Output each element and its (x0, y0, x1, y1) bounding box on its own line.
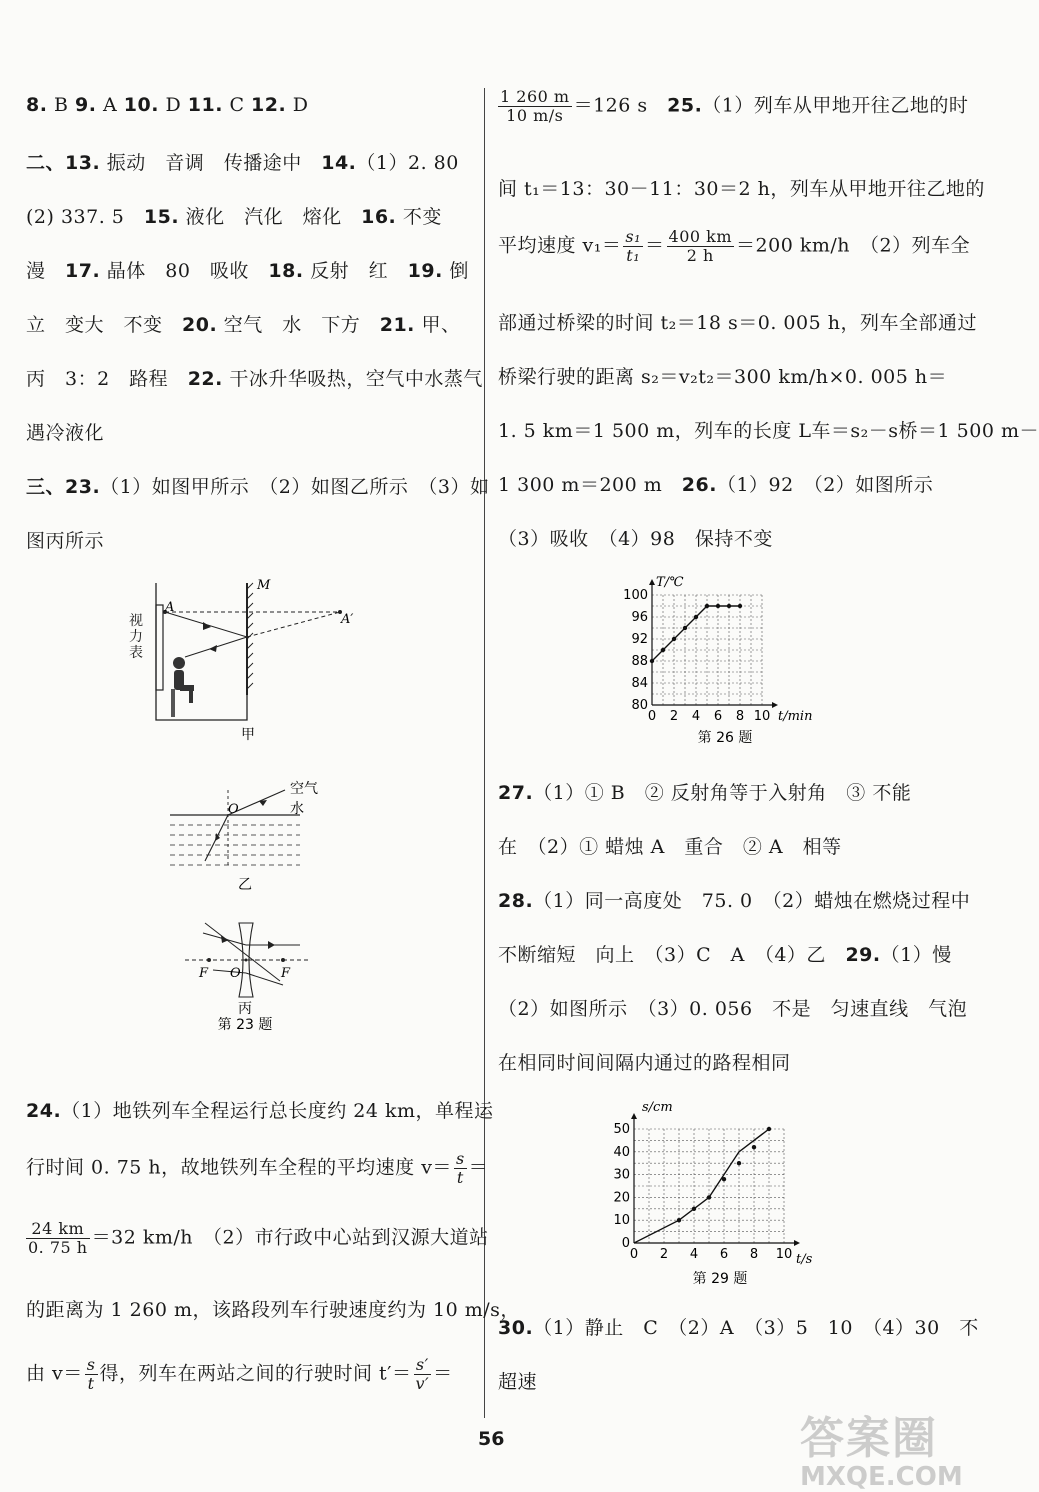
svg-text:丙: 丙 (238, 1001, 252, 1017)
svg-text:A: A (165, 600, 175, 615)
answer-26: 1 300 m＝200 m 26.（1）92 （2）如图所示 (498, 474, 934, 496)
answer-25: $\frac{1 260 m}{10 m/s}$ ＝126 s 25.（1）列车从甲地开往乙地的时 (500, 87, 969, 125)
answer-30: 30.（1）静止 C （2）A （3）5 10 （4）30 不 (498, 1317, 979, 1339)
answer-24: 24.（1）地铁列车全程运行总长度约 24 km，单程运 (26, 1100, 494, 1122)
data-point (677, 1218, 681, 1222)
data-point (672, 637, 676, 641)
answers-20-21: 立 变大 不变 20. 空气 水 下方 21. 甲、 (26, 314, 461, 336)
svg-text:空气: 空气 (290, 781, 318, 797)
answer-29-line3: 在相同时间间隔内通过的路程相同 (498, 1052, 791, 1074)
answer-26-line2: （3）吸收 （4）98 保持不变 (498, 528, 773, 550)
answer-28-line2: 不断缩短 向上 （3）C A （4）乙 29.（1）慢 (498, 944, 952, 966)
data-point (705, 604, 709, 608)
chart-26 (620, 572, 830, 752)
chart-29-xlabel: t/s (796, 1252, 813, 1267)
x-tick-label: 0 (647, 709, 657, 724)
y-tick-label: 96 (631, 610, 648, 625)
watermark (800, 1402, 963, 1492)
eye-chart-label: 视力表 (129, 613, 143, 661)
data-point (738, 604, 742, 608)
answers-22: 丙 3：2 路程 22. 干冰升华吸热，空气中水蒸气 (26, 368, 483, 390)
chart-26-axes (649, 579, 778, 708)
answer-29-line2: （2）如图所示 （3）0. 056 不是 匀速直线 气泡 (498, 998, 968, 1020)
x-axis-arrow (794, 1240, 800, 1246)
answer-27-line2: 在 （2）① 蜡烛 A 重合 ② A 相等 (498, 836, 842, 858)
answer-25-line2: 间 t₁＝13：30－11：30＝2 h，列车从甲地开往乙地的 (498, 178, 985, 200)
answer-24-line3: $\frac{24 km}{0. 75 h}$ ＝32 km/h （2）市行政中心站到汉源大道站 (28, 1219, 489, 1257)
data-point (767, 1127, 771, 1131)
chart-26-grid (652, 595, 762, 705)
x-tick-label: 6 (713, 709, 723, 724)
x-tick-label: 2 (659, 1247, 669, 1262)
x-tick-label: 10 (753, 709, 771, 724)
svg-text:F: F (199, 966, 209, 981)
chart-29-ylabel: s/cm (642, 1100, 673, 1115)
svg-text:A′: A′ (341, 612, 354, 627)
answer-24-line2: 行时间 0. 75 h，故地铁列车全程的平均速度 v＝ $\frac{s}{t}$ ＝ (26, 1149, 489, 1187)
answer-28: 28.（1）同一高度处 75. 0 （2）蜡烛在燃烧过程中 (498, 890, 971, 912)
figure-23-yi (170, 780, 318, 893)
y-tick-label: 0 (621, 1236, 630, 1251)
svg-text:O: O (228, 802, 239, 817)
svg-text:甲: 甲 (241, 727, 255, 743)
column-divider (484, 88, 485, 1418)
x-axis-arrow (772, 702, 778, 708)
data-point (683, 626, 687, 630)
svg-text:O: O (230, 966, 241, 981)
data-point (707, 1195, 711, 1199)
chart-29-caption: 第 29 题 (692, 1271, 748, 1287)
svg-text:F: F (281, 966, 291, 981)
x-tick-label: 0 (629, 1247, 639, 1262)
figure-23-bing (185, 923, 310, 1033)
chart-29 (610, 1095, 830, 1295)
chart-29-axes (631, 1113, 800, 1246)
data-point (737, 1161, 741, 1165)
chart-26-ylabel: T/℃ (656, 575, 684, 590)
eye-chart-board (156, 605, 163, 690)
answers-8-12: 8. B 9. A 10. D 11. C 12. D (26, 94, 309, 116)
y-tick-label: 20 (613, 1190, 630, 1206)
watermark-logo: 答案圈 (800, 1413, 938, 1464)
y-axis-arrow (649, 579, 655, 585)
answer-25-line5: 桥梁行驶的距离 s₂＝v₂t₂＝300 km/h×0. 005 h＝ (498, 366, 948, 388)
answer-25-line4: 部通过桥梁的时间 t₂＝18 s＝0. 005 h，列车全部通过 (498, 312, 977, 334)
answer-24-line5: 由 v＝ $\frac{s}{t}$ 得，列车在两站之间的行驶时间 t′＝ $\frac{s'}{v'}$ ＝ (26, 1355, 453, 1393)
page-number: 56 (478, 1428, 505, 1450)
answer-30-line2: 超速 (498, 1371, 538, 1393)
answer-25-line3: 平均速度 v₁＝ $\frac{\text{s₁}}{\text{t₁}}$ ＝ $\frac{400 km}{2 h}$ ＝200 km/h （2）列车全 (498, 227, 971, 265)
x-tick-label: 10 (775, 1247, 793, 1262)
chart-29-grid (634, 1129, 784, 1243)
y-tick-label: 100 (623, 588, 648, 603)
chart-26-tick-labels (623, 588, 770, 724)
answer-25-line6: 1. 5 km＝1 500 m，列车的长度 L车＝s₂－s桥＝1 500 m－ (498, 420, 1039, 442)
answer-23-cont: 图丙所示 (26, 530, 105, 552)
watermark-url: MXQE.COM (800, 1462, 963, 1492)
answer-24-line4: 的距离为 1 260 m，该路段列车行驶速度约为 10 m/s， (26, 1299, 520, 1321)
chart-29-tick-labels (613, 1122, 792, 1262)
x-tick-label: 8 (735, 709, 745, 724)
chart-29-series (634, 1127, 771, 1243)
data-point (727, 604, 731, 608)
answer-27: 27.（1）① B ② 反射角等于入射角 ③ 不能 (498, 782, 912, 804)
y-tick-label: 88 (631, 654, 648, 669)
answers-15-16: (2) 337. 5 15. 液化 汽化 熔化 16. 不变 (26, 206, 442, 228)
y-tick-label: 80 (631, 698, 648, 713)
data-point (661, 648, 665, 652)
data-point (650, 659, 654, 663)
x-tick-label: 8 (749, 1247, 759, 1262)
svg-text:M: M (257, 578, 271, 593)
y-axis-arrow (631, 1113, 637, 1119)
figure-23-caption: 第 23 题 (217, 1017, 273, 1033)
answers-13-14: 二、13. 振动 音调 传播途中 14.（1）2. 80 (26, 152, 459, 174)
answers-17-19: 漫 17. 晶体 80 吸收 18. 反射 红 19. 倒 (26, 260, 469, 282)
answer-22-cont: 遇冷液化 (26, 422, 105, 444)
x-tick-label: 6 (719, 1247, 729, 1262)
y-tick-label: 30 (613, 1167, 630, 1183)
svg-text:水: 水 (290, 801, 304, 817)
data-point (722, 1177, 726, 1181)
data-point (692, 1207, 696, 1211)
y-tick-label: 40 (613, 1144, 630, 1160)
figure-23-jia (129, 578, 353, 743)
x-tick-label: 2 (669, 709, 679, 724)
x-tick-label: 4 (691, 709, 701, 724)
y-tick-label: 10 (613, 1213, 630, 1229)
data-point (752, 1145, 756, 1149)
x-tick-label: 4 (689, 1247, 699, 1262)
data-point (716, 604, 720, 608)
figure-23 (125, 575, 385, 1033)
data-point (694, 615, 698, 619)
chart-26-caption: 第 26 题 (697, 730, 753, 746)
y-tick-label: 50 (613, 1122, 630, 1137)
chart-26-xlabel: t/min (778, 709, 813, 724)
seated-person (171, 657, 194, 717)
answer-23: 三、23.（1）如图甲所示 （2）如图乙所示 （3）如 (26, 476, 490, 498)
svg-text:乙: 乙 (238, 877, 252, 893)
y-tick-label: 92 (631, 632, 648, 647)
y-tick-label: 84 (631, 676, 648, 691)
